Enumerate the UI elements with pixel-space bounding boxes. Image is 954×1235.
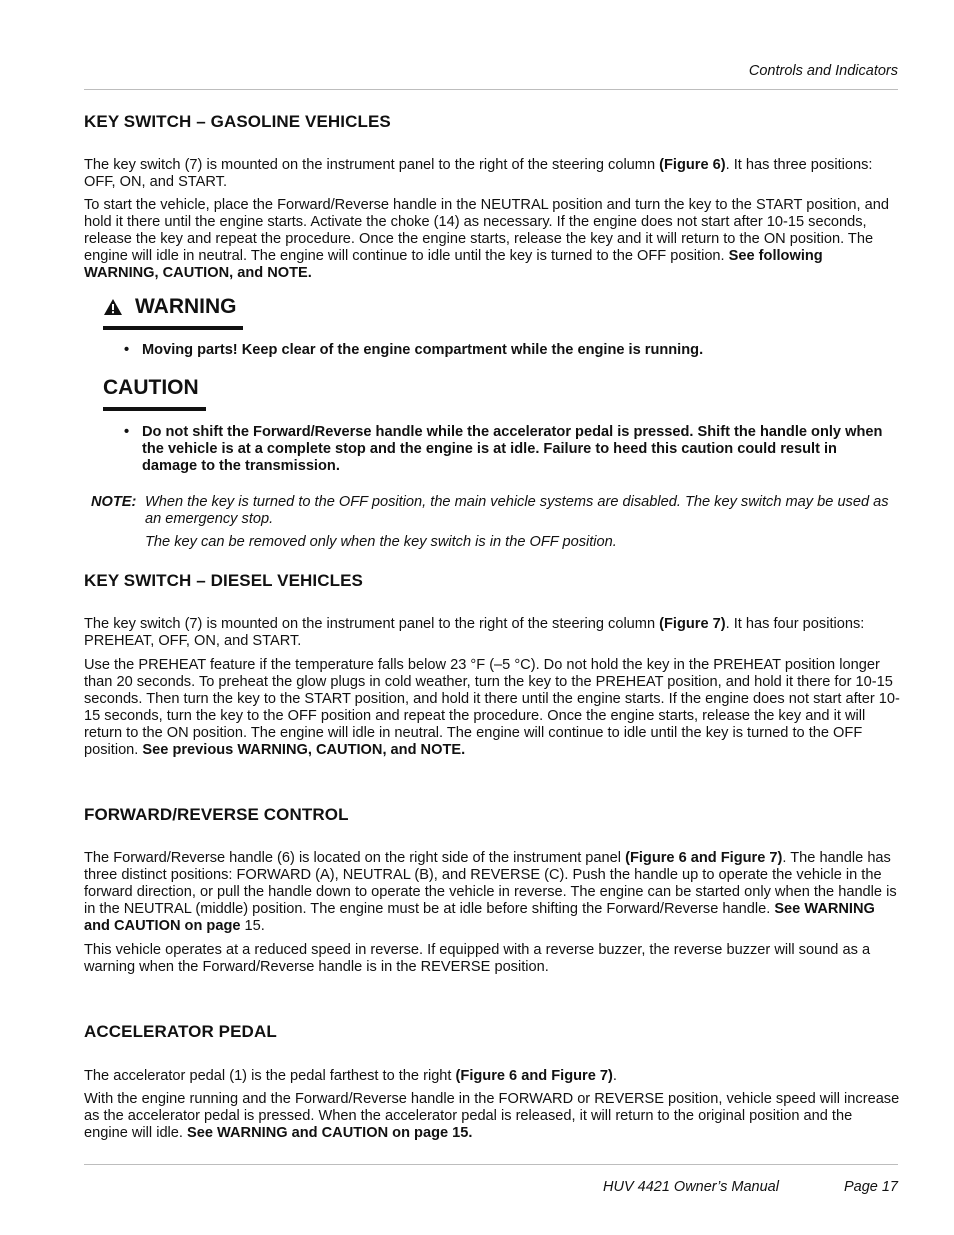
list-item: • Moving parts! Keep clear of the engine compartment while the engine is running. xyxy=(124,342,704,358)
header-rule xyxy=(84,89,898,90)
paragraph: The key switch (7) is mounted on the instrument panel to the right of the steering column (Figure 6). It has three positions: OFF, ON, and START. xyxy=(84,157,873,190)
section-heading-forward-reverse: FORWARD/REVERSE CONTROL xyxy=(84,805,349,824)
section-heading-accelerator: ACCELERATOR PEDAL xyxy=(84,1022,277,1041)
paragraph: To start the vehicle, place the Forward/Reverse handle in the NEUTRAL position and turn the key to the START position, and hold it there until the engine starts. Activate the choke (14) as necessary. If the engine does not start after 10-15 seconds, release the key and repeat the procedure. Once the engine starts, release the key and it will return to the ON position. The engine will idle in neutral. The engine will continue to idle until the key is turned to the OFF position. See following WARNING, CAUTION, and NOTE. xyxy=(84,197,889,281)
running-header: Controls and Indicators xyxy=(748,63,898,79)
footer-page-number: Page 17 xyxy=(843,1179,898,1195)
figure-reference: (Figure 6) xyxy=(659,157,726,173)
warning-triangle-icon xyxy=(103,298,123,316)
warning-title: WARNING xyxy=(103,295,237,319)
note-label: NOTE: xyxy=(91,494,137,510)
figure-reference: (Figure 7) xyxy=(659,616,726,632)
figure-reference: (Figure 6 and Figure 7) xyxy=(455,1068,613,1084)
footer-manual-title: HUV 4421 Owner’s Manual xyxy=(603,1179,779,1195)
footer-rule xyxy=(84,1164,898,1165)
caution-underline xyxy=(103,407,206,411)
paragraph: The Forward/Reverse handle (6) is located on the right side of the instrument panel (Figure 6 and Figure 7). The handle has three distinct positions: FORWARD (A), NEUTRAL (B), and REVERSE (C). Push the handle up to operate the vehicle in the forward direction, or pull the handle down to operate the vehicle in reverse. The engine can be started only when the handle is in the NEUTRAL (middle) position. The engine must be at idle before shifting the Forward/Reverse handle. See WARNING and CAUTION on page 15. xyxy=(84,850,897,934)
figure-reference: (Figure 6 and Figure 7) xyxy=(625,850,783,866)
note-text: The key can be removed only when the key switch is in the OFF position. xyxy=(145,534,617,550)
section-heading-gasoline: KEY SWITCH – GASOLINE VEHICLES xyxy=(84,112,391,131)
paragraph: Use the PREHEAT feature if the temperature falls below 23 °F (–5 °C). Do not hold the key in the PREHEAT position longer than 20 seconds. To preheat the glow plugs in cold weather, turn the key to the PREHEAT position, and hold it there for 10-15 seconds. Then turn the key to the START position, and hold it there until the engine starts. If the engine does not start after 10-15 seconds, turn the key to the OFF position and repeat the procedure. Once the engine starts, release the key and it will return to the ON position. The engine will idle in neutral. The engine will continue to idle until the key is turned to the OFF position. See previous WARNING, CAUTION, and NOTE. xyxy=(84,657,900,758)
list-item: • Do not shift the Forward/Reverse handle while the accelerator pedal is pressed. Shift the handle only when the vehicle is at a complete stop and the engine is at idle. Failure to heed this caution could result in damage to the transmission. xyxy=(124,424,883,474)
paragraph: With the engine running and the Forward/Reverse handle in the FORWARD or REVERSE position, vehicle speed will increase as the accelerator pedal is pressed. When the accelerator pedal is released, it will return to the original position and the engine will idle. See WARNING and CAUTION on page 15. xyxy=(84,1091,900,1141)
paragraph: This vehicle operates at a reduced speed in reverse. If equipped with a reverse buzzer, the reverse buzzer will sound as a warning when the Forward/Reverse handle is in the REVERSE position. xyxy=(84,942,871,975)
caution-title: CAUTION xyxy=(103,376,199,399)
warning-underline xyxy=(103,326,243,330)
section-heading-diesel: KEY SWITCH – DIESEL VEHICLES xyxy=(84,571,363,590)
paragraph: The accelerator pedal (1) is the pedal farthest to the right (Figure 6 and Figure 7). xyxy=(84,1068,617,1084)
paragraph: The key switch (7) is mounted on the instrument panel to the right of the steering column (Figure 7). It has four positions: PREHEAT, OFF, ON, and START. xyxy=(84,616,865,649)
note: NOTE: When the key is turned to the OFF position, the main vehicle systems are disabled. The key switch may be used as an emergency stop. xyxy=(91,494,889,527)
